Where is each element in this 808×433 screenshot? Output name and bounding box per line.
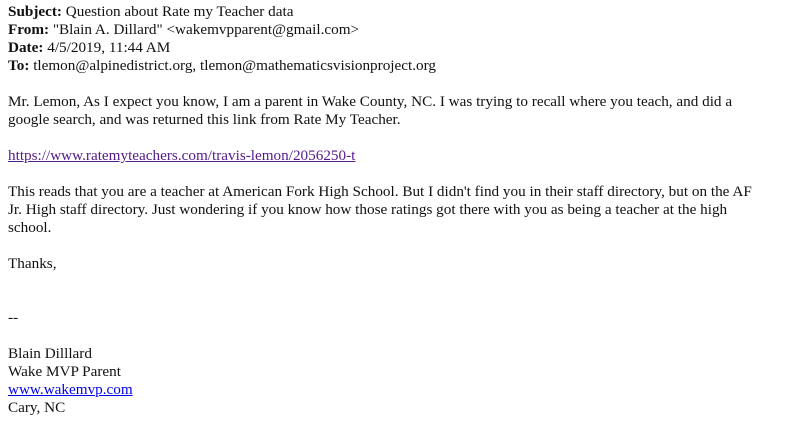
paragraph-question	[8, 183, 804, 237]
signature-org: Wake MVP Parent	[8, 363, 121, 380]
to-label: To:	[8, 57, 30, 74]
subject-label: Subject:	[8, 3, 62, 20]
signature-separator: --	[8, 309, 19, 326]
closing: Thanks,	[8, 255, 57, 272]
to-row	[8, 57, 804, 75]
subject-value: Question about Rate my Teacher data	[65, 3, 294, 20]
paragraph-intro	[8, 93, 804, 129]
paragraph-question-line3: school.	[8, 219, 52, 236]
paragraph-question-line2: Jr. High staff directory. Just wondering if you know how those ratings got there with you as being a teacher at the high	[8, 201, 728, 218]
signature-block	[8, 309, 804, 417]
to-value[interactable]: tlemon@alpinedistrict.org, tlemon@mathematicsvisionproject.org	[33, 57, 436, 74]
date-value: 4/5/2019, 11:44 AM	[47, 39, 171, 56]
email-message	[8, 3, 804, 417]
signature-location: Cary, NC	[8, 399, 66, 416]
from-row	[8, 21, 804, 39]
paragraph-question-line1: This reads that you are a teacher at American Fork High School. But I didn't find you in their staff directory, but on the AF	[8, 183, 752, 200]
signature-website-link[interactable]: www.wakemvp.com	[8, 381, 133, 398]
signature-name: Blain Dilllard	[8, 345, 92, 362]
date-row	[8, 39, 804, 57]
paragraph-intro-line2: google search, and was returned this link from Rate My Teacher.	[8, 111, 401, 128]
paragraph-intro-line1: Mr. Lemon, As I expect you know, I am a parent in Wake County, NC. I was trying to recall where you teach, and did a	[8, 93, 733, 110]
date-label: Date:	[8, 39, 44, 56]
from-value[interactable]: "Blain A. Dillard" <wakemvpparent@gmail.com>	[52, 21, 360, 38]
link-paragraph	[8, 147, 804, 165]
message-body	[8, 93, 804, 273]
rate-my-teachers-link[interactable]: https://www.ratemyteachers.com/travis-lemon/2056250-t	[8, 147, 356, 164]
subject-row	[8, 3, 804, 21]
from-label: From:	[8, 21, 50, 38]
email-headers	[8, 3, 804, 75]
